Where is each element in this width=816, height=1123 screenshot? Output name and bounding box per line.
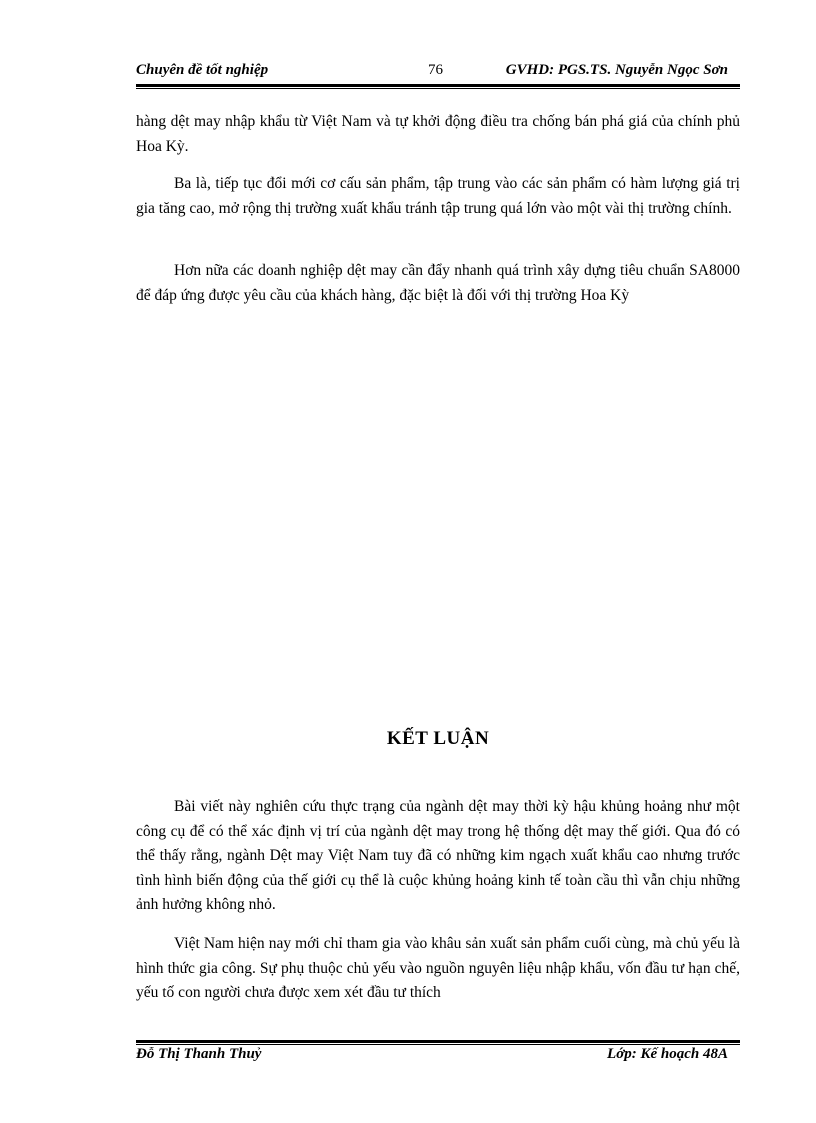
author-name: Đỗ Thị Thanh Thuỷ bbox=[136, 1046, 262, 1062]
class-name: Lớp: Kế hoạch 48A bbox=[607, 1046, 728, 1062]
paragraph-conclusion-2: Việt Nam hiện nay mới chỉ tham gia vào khâu sản xuất sản phẩm cuối cùng, mà chủ yếu là hình thức gia công. Sự phụ thuộc chủ yếu vào nguồn nguyên liệu nhập khẩu, vốn đầu tư hạn chế, yếu tố con người chưa được xem xét đầu tư thích bbox=[136, 935, 740, 1001]
header-rule-thin bbox=[136, 88, 740, 89]
paragraph-hon-nua: Hơn nữa các doanh nghiệp dệt may cần đẩy nhanh quá trình xây dựng tiêu chuẩn SA8000 để đáp ứng được yêu cầu của khách hàng, đặc biệt là đối với thị trường Hoa Kỳ bbox=[136, 262, 740, 304]
page-header bbox=[136, 62, 740, 84]
footer-rule-thick bbox=[136, 1040, 740, 1043]
page-footer bbox=[136, 1046, 740, 1068]
paragraph-ba-la: Ba là, tiếp tục đổi mới cơ cấu sản phẩm, tập trung vào các sản phẩm có hàm lượng giá trị gia tăng cao, mở rộng thị trường xuất khẩu tránh tập trung quá lớn vào một vài thị trường chính. bbox=[136, 175, 740, 217]
section-title-ket-luan: KẾT LUẬN bbox=[386, 728, 490, 749]
paragraph-continuation: hàng dệt may nhập khẩu từ Việt Nam và tự khởi động điều tra chống bán phá giá của chính phủ Hoa Kỳ. bbox=[136, 113, 740, 155]
footer-rule-thin bbox=[136, 1044, 740, 1045]
document-title: Chuyên đề tốt nghiệp bbox=[136, 62, 269, 78]
page-number: 76 bbox=[428, 62, 443, 78]
paragraph-conclusion-1: Bài viết này nghiên cứu thực trạng của ngành dệt may thời kỳ hậu khủng hoảng như một công cụ để có thể xác định vị trí của ngành dệt may trong hệ thống dệt may thế giới. Qua đó có thể thấy rằng, ngành Dệt may Việt Nam tuy đã có những kim ngạch xuất khẩu cao nhưng trước tình hình biến động của thế giới cụ thể là cuộc khủng hoảng kinh tế toàn cầu thì vẫn chịu những ảnh hưởng không nhỏ. bbox=[136, 798, 740, 913]
advisor-name: GVHD: PGS.TS. Nguyễn Ngọc Sơn bbox=[505, 62, 728, 78]
header-rule-thick bbox=[136, 84, 740, 87]
